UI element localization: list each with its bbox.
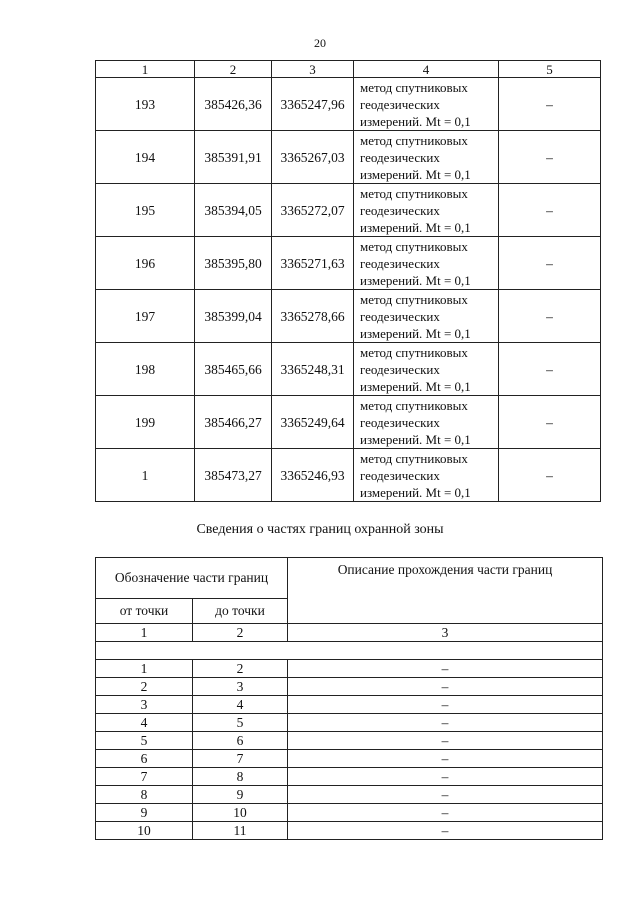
table-row: [96, 786, 603, 804]
parts-column-number-3: 3: [288, 624, 603, 642]
to-point-cell: 9: [193, 786, 288, 804]
to-point-cell: 7: [193, 750, 288, 768]
x-coordinate-cell: 385465,66: [195, 343, 272, 396]
method-cell: [354, 343, 499, 396]
table-row: [96, 290, 601, 343]
from-point-cell: 6: [96, 750, 193, 768]
table-row: [96, 78, 601, 131]
method-line: измерений. Mt = 0,1: [360, 378, 471, 394]
method-line: измерений. Mt = 0,1: [360, 325, 471, 341]
method-cell: [354, 396, 499, 449]
from-point-cell: 3: [96, 696, 193, 714]
point-number-cell: 196: [96, 237, 195, 290]
table-row: [96, 750, 603, 768]
x-coordinate-cell: 385399,04: [195, 290, 272, 343]
from-point-cell: 2: [96, 678, 193, 696]
method-line: метод спутниковых: [360, 450, 468, 466]
method-line: измерений. Mt = 0,1: [360, 219, 471, 235]
from-point-cell: 1: [96, 660, 193, 678]
method-line: метод спутниковых: [360, 132, 468, 148]
method-line: метод спутниковых: [360, 397, 468, 413]
y-coordinate-cell: 3365267,03: [272, 131, 354, 184]
point-number-cell: 195: [96, 184, 195, 237]
description-cell: –: [288, 732, 603, 750]
method-line: метод спутниковых: [360, 79, 468, 95]
x-coordinate-cell: 385473,27: [195, 449, 272, 502]
coordinates-header-row: [96, 61, 601, 78]
table-row: [96, 449, 601, 502]
from-point-cell: 9: [96, 804, 193, 822]
method-line: геодезических: [360, 96, 440, 112]
column-number-5: 5: [499, 61, 601, 78]
from-point-cell: 7: [96, 768, 193, 786]
from-point-cell: 10: [96, 822, 193, 840]
point-number-cell: 198: [96, 343, 195, 396]
method-line: метод спутниковых: [360, 291, 468, 307]
method-line: геодезических: [360, 149, 440, 165]
x-coordinate-cell: 385466,27: [195, 396, 272, 449]
note-cell: –: [499, 78, 601, 131]
y-coordinate-cell: 3365246,93: [272, 449, 354, 502]
column-number-4: 4: [354, 61, 499, 78]
method-line: геодезических: [360, 414, 440, 430]
y-coordinate-cell: 3365271,63: [272, 237, 354, 290]
note-cell: –: [499, 449, 601, 502]
table-row: [96, 732, 603, 750]
note-cell: –: [499, 184, 601, 237]
to-point-header: до точки: [193, 599, 288, 624]
method-line: метод спутниковых: [360, 344, 468, 360]
to-point-cell: 6: [193, 732, 288, 750]
from-point-cell: 4: [96, 714, 193, 732]
x-coordinate-cell: 385426,36: [195, 78, 272, 131]
note-cell: –: [499, 396, 601, 449]
note-cell: –: [499, 343, 601, 396]
table-row: [96, 822, 603, 840]
to-point-cell: 2: [193, 660, 288, 678]
table-row: [96, 660, 603, 678]
point-number-cell: 197: [96, 290, 195, 343]
table-row: [96, 768, 603, 786]
description-cell: –: [288, 804, 603, 822]
method-line: геодезических: [360, 467, 440, 483]
description-cell: –: [288, 750, 603, 768]
description-cell: –: [288, 786, 603, 804]
point-number-cell: 199: [96, 396, 195, 449]
table-row: [96, 343, 601, 396]
method-cell: [354, 237, 499, 290]
method-line: геодезических: [360, 255, 440, 271]
y-coordinate-cell: 3365249,64: [272, 396, 354, 449]
method-line: измерений. Mt = 0,1: [360, 484, 471, 500]
to-point-cell: 10: [193, 804, 288, 822]
method-line: измерений. Mt = 0,1: [360, 272, 471, 288]
y-coordinate-cell: 3365248,31: [272, 343, 354, 396]
designation-header: Обозначение части границ: [96, 558, 288, 599]
method-cell: [354, 449, 499, 502]
section-title: Сведения о частях границ охранной зоны: [196, 522, 444, 537]
description-cell: –: [288, 696, 603, 714]
column-number-3: 3: [272, 61, 354, 78]
method-line: метод спутниковых: [360, 238, 468, 254]
x-coordinate-cell: 385394,05: [195, 184, 272, 237]
to-point-cell: 4: [193, 696, 288, 714]
to-point-cell: 8: [193, 768, 288, 786]
table-row: [96, 184, 601, 237]
table-row: [96, 131, 601, 184]
method-line: метод спутниковых: [360, 185, 468, 201]
method-line: геодезических: [360, 308, 440, 324]
x-coordinate-cell: 385391,91: [195, 131, 272, 184]
note-cell: –: [499, 131, 601, 184]
method-cell: [354, 290, 499, 343]
description-cell: –: [288, 822, 603, 840]
method-line: измерений. Mt = 0,1: [360, 166, 471, 182]
note-cell: –: [499, 290, 601, 343]
parts-column-number-1: 1: [96, 624, 193, 642]
description-cell: –: [288, 678, 603, 696]
method-line: геодезических: [360, 202, 440, 218]
coordinates-table: [95, 60, 601, 502]
method-cell: [354, 78, 499, 131]
y-coordinate-cell: 3365247,96: [272, 78, 354, 131]
x-coordinate-cell: 385395,80: [195, 237, 272, 290]
to-point-cell: 5: [193, 714, 288, 732]
method-cell: [354, 184, 499, 237]
from-point-header: от точки: [96, 599, 193, 624]
description-cell: –: [288, 660, 603, 678]
boundary-parts-table: [95, 557, 603, 840]
page-number: 20: [314, 36, 326, 50]
description-header: Описание прохождения части границ: [288, 558, 603, 624]
column-number-2: 2: [195, 61, 272, 78]
point-number-cell: 193: [96, 78, 195, 131]
y-coordinate-cell: 3365272,07: [272, 184, 354, 237]
to-point-cell: 11: [193, 822, 288, 840]
method-line: измерений. Mt = 0,1: [360, 113, 471, 129]
point-number-cell: 194: [96, 131, 195, 184]
parts-column-number-2: 2: [193, 624, 288, 642]
method-cell: [354, 131, 499, 184]
description-cell: –: [288, 714, 603, 732]
empty-cell: [96, 642, 603, 660]
method-line: измерений. Mt = 0,1: [360, 431, 471, 447]
table-row: [96, 804, 603, 822]
description-cell: –: [288, 768, 603, 786]
table-row: [96, 678, 603, 696]
table-row: [96, 237, 601, 290]
y-coordinate-cell: 3365278,66: [272, 290, 354, 343]
table-row: [96, 714, 603, 732]
from-point-cell: 5: [96, 732, 193, 750]
note-cell: –: [499, 237, 601, 290]
parts-column-numbers-row: [96, 624, 603, 642]
parts-header-row: [96, 558, 603, 599]
parts-empty-row: [96, 642, 603, 660]
table-row: [96, 696, 603, 714]
table-row: [96, 396, 601, 449]
method-line: геодезических: [360, 361, 440, 377]
to-point-cell: 3: [193, 678, 288, 696]
from-point-cell: 8: [96, 786, 193, 804]
column-number-1: 1: [96, 61, 195, 78]
point-number-cell: 1: [96, 449, 195, 502]
